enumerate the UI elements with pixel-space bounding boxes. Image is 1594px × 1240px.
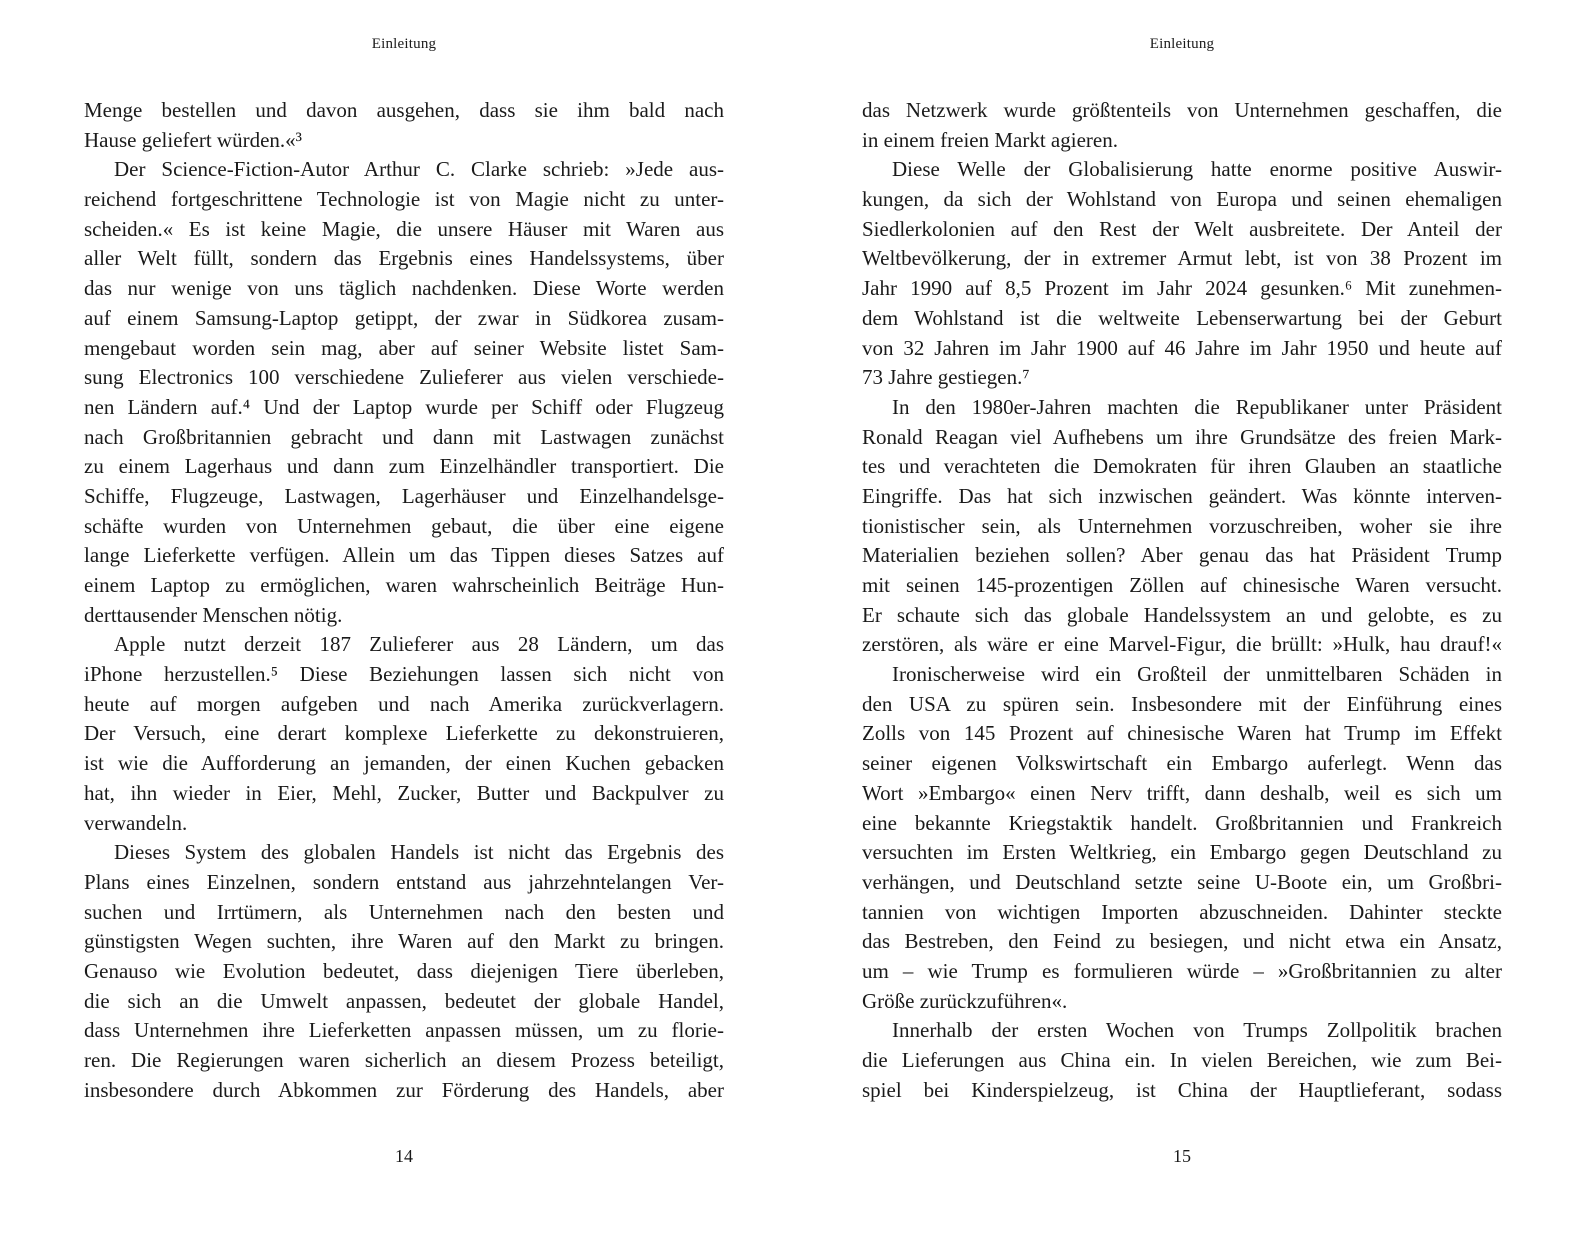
running-head: Einleitung <box>371 36 437 52</box>
text-line: Plans eines Einzelnen, sondern entstand aus jahrzehntelangen Ver- <box>84 869 724 894</box>
text-line: Menge bestellen und davon ausgehen, dass sie ihm bald nach <box>84 98 724 122</box>
text-line: dass Unternehmen ihre Lieferketten anpassen müssen, um zu florie- <box>84 1018 724 1043</box>
text-line: Genauso wie Evolution bedeutet, dass diejenigen Tiere überleben, <box>84 958 724 983</box>
text-line: reichend fortgeschrittene Technologie ist von Magie nicht zu unter- <box>84 187 724 212</box>
text-line: hat, ihn wieder in Eier, Mehl, Zucker, Butter und Backpulver zu <box>84 780 724 805</box>
text-line: schäfte wurden von Unternehmen gebaut, die über eine eigene <box>84 513 724 538</box>
text-line: kungen, da sich der Wohlstand von Europa und seinen ehemaligen <box>862 187 1502 212</box>
text-line: ist wie die Aufforderung an jemanden, der einen Kuchen gebacken <box>84 751 724 776</box>
text-line: eine bekannte Kriegstaktik handelt. Großbritannien und Frankreich <box>862 810 1502 835</box>
right-page <box>862 0 1502 1240</box>
text-line: Hause geliefert würden.«³ <box>84 127 302 152</box>
page-number: 14 <box>395 1146 413 1166</box>
text-line: Eingriffe. Das hat sich inzwischen geändert. Was könnte interven- <box>862 483 1502 508</box>
text-line: Zolls von 145 Prozent auf chinesische Waren hat Trump im Effekt <box>862 721 1502 746</box>
text-line: Ironischerweise wird ein Großteil der unmittelbaren Schäden in <box>892 662 1502 687</box>
text-line: das Bestreben, den Feind zu besiegen, und nicht etwa ein Ansatz, <box>862 929 1502 954</box>
text-line: 73 Jahre gestiegen.⁷ <box>862 365 1030 390</box>
text-line: spiel bei Kinderspielzeug, ist China der Hauptlieferant, sodass <box>862 1077 1502 1102</box>
text-line: heute auf morgen aufgeben und nach Amerika zurückverlagern. <box>84 691 724 716</box>
text-line: Materialien beziehen sollen? Aber genau das hat Präsident Trump <box>862 543 1502 568</box>
text-line: scheiden.« Es ist keine Magie, die unsere Häuser mit Waren aus <box>84 216 724 241</box>
text-line: günstigsten Wegen suchten, ihre Waren auf den Markt zu bringen. <box>84 929 724 954</box>
text-line: verwandeln. <box>84 810 188 835</box>
text-line: in einem freien Markt agieren. <box>862 127 1118 152</box>
text-line: sung Electronics 100 verschiedene Zulieferer aus vielen verschiede- <box>84 365 724 390</box>
text-line: nen Ländern auf.⁴ Und der Laptop wurde per Schiff oder Flugzeug <box>84 394 724 419</box>
text-line: lange Lieferkette verfügen. Allein um das Tippen dieses Satzes auf <box>84 543 724 568</box>
text-line: Diese Welle der Globalisierung hatte enorme positive Auswir- <box>892 157 1502 182</box>
text-line: nach Großbritannien gebracht und dann mit Lastwagen zunächst <box>84 424 724 449</box>
text-line: um – wie Trump es formulieren würde – »Großbritannien zu alter <box>862 958 1502 983</box>
text-line: suchen und Irrtümern, als Unternehmen nach den besten und <box>84 899 724 924</box>
text-line: aller Welt füllt, sondern das Ergebnis eines Handelssystems, über <box>84 246 724 271</box>
body-text <box>84 96 724 1105</box>
text-line: zerstören, als wäre er eine Marvel-Figur, die brüllt: »Hulk, hau drauf!« <box>862 632 1502 657</box>
text-line: verhängen, und Deutschland setzte seine U-Boote ein, um Großbri- <box>862 869 1502 894</box>
text-line: Weltbevölkerung, der in extremer Armut lebt, ist von 38 Prozent im <box>862 246 1502 271</box>
running-head: Einleitung <box>1149 36 1215 52</box>
text-line: tannien von wichtigen Importen abzuschneiden. Dahinter steckte <box>862 899 1502 924</box>
text-line: mengebaut worden sein mag, aber auf seiner Website listet Sam- <box>84 335 724 360</box>
text-line: Innerhalb der ersten Wochen von Trumps Zollpolitik brachen <box>892 1018 1502 1043</box>
text-line: auf einem Samsung-Laptop getippt, der zwar in Südkorea zusam- <box>84 305 724 330</box>
text-line: dem Wohlstand ist die weltweite Lebenserwartung bei der Geburt <box>862 305 1502 330</box>
text-line: das Netzwerk wurde größtenteils von Unternehmen geschaffen, die <box>862 98 1502 122</box>
text-line: iPhone herzustellen.⁵ Diese Beziehungen lassen sich nicht von <box>84 662 724 687</box>
text-line: Der Versuch, eine derart komplexe Lieferkette zu dekonstruieren, <box>84 721 724 746</box>
body-text <box>862 96 1502 1105</box>
text-line: tionistischer sein, als Unternehmen vorzuschreiben, woher sie ihre <box>862 513 1502 538</box>
text-line: einem Laptop zu ermöglichen, waren wahrscheinlich Beiträge Hun- <box>84 573 724 597</box>
text-line: tes und verachteten die Demokraten für ihren Glauben an staatliche <box>862 454 1502 479</box>
text-line: Ronald Reagan viel Aufhebens um ihre Grundsätze des freien Mark- <box>862 424 1502 449</box>
text-line: Größe zurückzuführen«. <box>862 988 1068 1013</box>
text-line: derttausender Menschen nötig. <box>84 602 343 627</box>
text-line: die sich an die Umwelt anpassen, bedeutet der globale Handel, <box>84 988 724 1013</box>
left-page <box>84 0 724 1240</box>
text-line: die Lieferungen aus China ein. In vielen Bereichen, wie zum Bei- <box>862 1048 1502 1072</box>
text-line: den USA zu spüren sein. Insbesondere mit der Einführung eines <box>862 691 1502 716</box>
text-line: Apple nutzt derzeit 187 Zulieferer aus 28 Ländern, um das <box>114 632 724 657</box>
text-line: Jahr 1990 auf 8,5 Prozent im Jahr 2024 gesunken.⁶ Mit zunehmen- <box>862 276 1502 301</box>
text-line: das nur wenige von uns täglich nachdenken. Diese Worte werden <box>84 276 724 301</box>
text-line: zu einem Lagerhaus und dann zum Einzelhändler transportiert. Die <box>84 454 724 479</box>
text-line: Wort »Embargo« einen Nerv trifft, dann deshalb, weil es sich um <box>862 780 1502 805</box>
text-line: insbesondere durch Abkommen zur Förderung des Handels, aber <box>84 1077 724 1102</box>
text-line: Er schaute sich das globale Handelssystem an und gelobte, es zu <box>862 602 1502 627</box>
text-line: Schiffe, Flugzeuge, Lastwagen, Lagerhäuser und Einzelhandelsge- <box>84 483 724 508</box>
text-line: mit seinen 145-prozentigen Zöllen auf chinesische Waren versucht. <box>862 573 1502 597</box>
text-line: seiner eigenen Volkswirtschaft ein Embargo auferlegt. Wenn das <box>862 751 1502 776</box>
text-line: Siedlerkolonien auf den Rest der Welt ausbreitete. Der Anteil der <box>862 216 1502 241</box>
text-line: Dieses System des globalen Handels ist nicht das Ergebnis des <box>114 840 724 865</box>
page-number: 15 <box>1173 1146 1191 1166</box>
text-line: In den 1980er-Jahren machten die Republikaner unter Präsident <box>892 394 1502 419</box>
text-line: ren. Die Regierungen waren sicherlich an diesem Prozess beteiligt, <box>84 1048 724 1072</box>
text-line: versuchten im Ersten Weltkrieg, ein Embargo gegen Deutschland zu <box>862 840 1502 865</box>
text-line: von 32 Jahren im Jahr 1900 auf 46 Jahre im Jahr 1950 und heute auf <box>862 335 1502 360</box>
text-line: Der Science-Fiction-Autor Arthur C. Clarke schrieb: »Jede aus- <box>114 157 724 182</box>
